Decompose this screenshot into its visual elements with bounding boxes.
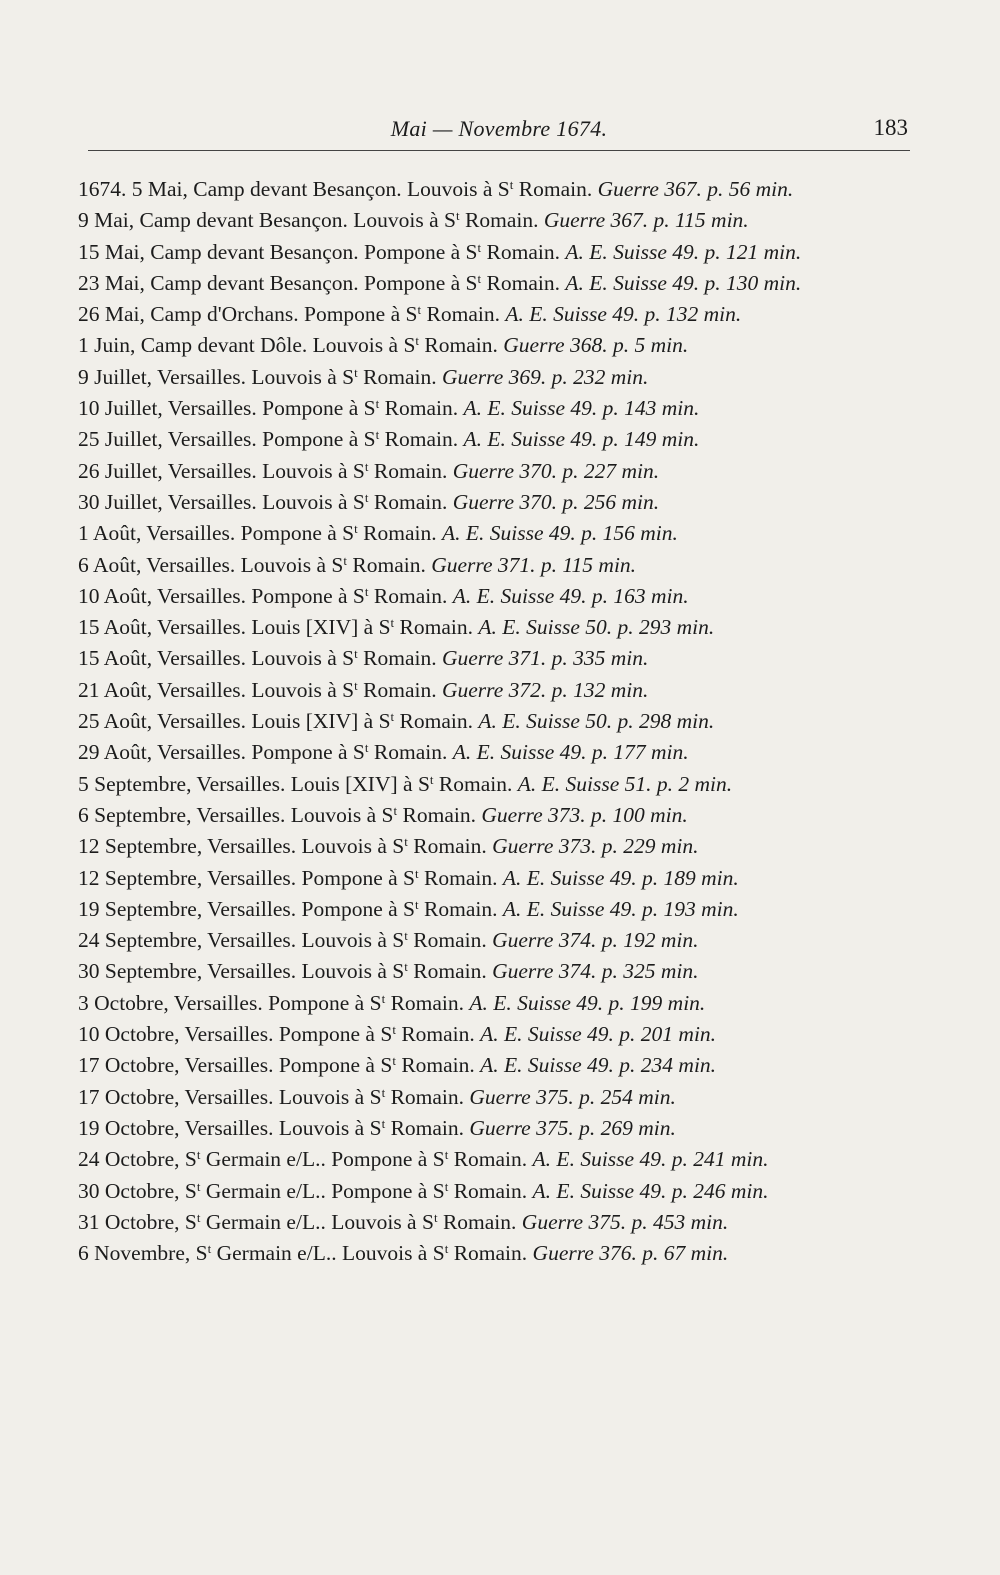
entry-list: [78, 174, 910, 1269]
list-item: [78, 487, 910, 518]
archive-reference: Guerre 369. p. 232 min.: [441, 364, 649, 389]
entry-text: 10 Juillet, Versailles. Pompone à $S^t$ Romain.: [78, 396, 464, 421]
entry-text: 12 Septembre, Versailles. Pompone à $S^t$ Romain.: [78, 865, 503, 890]
archive-reference: Guerre 375. p. 453 min.: [521, 1209, 729, 1234]
list-item: [78, 612, 910, 643]
list-item: [78, 800, 910, 831]
archive-reference: Guerre 373. p. 229 min.: [492, 834, 699, 859]
list-item: [78, 1019, 910, 1050]
entry-text: 21 Août, Versailles. Louvois à $S^t$ Romain.: [78, 677, 442, 702]
entry-text: 26 Mai, Camp d'Orchans. Pompone à $S^t$ Romain.: [78, 302, 506, 327]
archive-reference: A. E. Suisse 49. p. 156 min.: [441, 521, 678, 546]
list-item: [78, 518, 910, 549]
list-item: [78, 956, 910, 987]
archive-reference: Guerre 374. p. 192 min.: [492, 928, 699, 953]
list-item: [78, 237, 910, 268]
archive-reference: Guerre 368. p. 5 min.: [503, 333, 689, 358]
list-item: [78, 1113, 910, 1144]
archive-reference: Guerre 371. p. 335 min.: [441, 646, 649, 671]
archive-reference: A. E. Suisse 49. p. 121 min.: [565, 239, 802, 264]
list-item: [78, 894, 910, 925]
list-item: [78, 393, 910, 424]
page-number: 183: [873, 115, 908, 140]
list-item: [78, 1176, 910, 1207]
archive-reference: Guerre 374. p. 325 min.: [492, 959, 699, 984]
archive-reference: Guerre 376. p. 67 min.: [532, 1241, 729, 1266]
list-item: [78, 268, 910, 299]
entry-text: 9 Mai, Camp devant Besançon. Louvois à $S^t$ Romain.: [78, 208, 544, 233]
archive-reference: Guerre 371. p. 115 min.: [431, 552, 637, 577]
archive-reference: Guerre 375. p. 254 min.: [469, 1084, 676, 1109]
entry-text: 25 Août, Versailles. Louis [XIV] à $S^t$ Romain.: [78, 709, 479, 734]
list-item: [78, 299, 910, 330]
archive-reference: A. E. Suisse 50. p. 298 min.: [478, 709, 715, 734]
entry-text: 30 Septembre, Versailles. Louvois à $S^t$ Romain.: [78, 959, 493, 984]
entry-text: 17 Octobre, Versailles. Louvois à $S^t$ Romain.: [78, 1084, 470, 1109]
entry-text: 26 Juillet, Versailles. Louvois à $S^t$ Romain.: [78, 458, 453, 483]
archive-reference: A. E. Suisse 49. p. 246 min.: [532, 1178, 769, 1203]
archive-reference: A. E. Suisse 49. p. 241 min.: [532, 1147, 769, 1172]
archive-reference: A. E. Suisse 49. p. 163 min.: [452, 583, 689, 608]
entry-text: 10 Août, Versailles. Pompone à $S^t$ Romain.: [78, 583, 453, 608]
archive-reference: Guerre 367. p. 56 min.: [597, 177, 794, 201]
list-item: [78, 1207, 910, 1238]
archive-reference: A. E. Suisse 50. p. 293 min.: [478, 615, 715, 640]
entry-text: 1 Août, Versailles. Pompone à $S^t$ Romain.: [78, 521, 442, 546]
list-item: [78, 205, 910, 236]
archive-reference: A. E. Suisse 51. p. 2 min.: [517, 771, 733, 796]
list-item: [78, 1082, 910, 1113]
archive-reference: A. E. Suisse 49. p. 130 min.: [565, 270, 802, 295]
list-item: [78, 831, 910, 862]
entry-text: 29 Août, Versailles. Pompone à $S^t$ Romain.: [78, 740, 453, 765]
entry-text: 6 Septembre, Versailles. Louvois à $S^t$ Romain.: [78, 802, 482, 827]
entry-text: 15 Août, Versailles. Louvois à $S^t$ Romain.: [78, 646, 442, 671]
archive-reference: Guerre 373. p. 100 min.: [481, 802, 688, 827]
entry-text: 9 Juillet, Versailles. Louvois à $S^t$ Romain.: [78, 364, 442, 389]
entry-text: 6 Août, Versailles. Louvois à $S^t$ Romain.: [78, 552, 432, 577]
entry-text: 23 Mai, Camp devant Besançon. Pompone à $S^t$ Romain.: [78, 270, 566, 295]
list-item: [78, 456, 910, 487]
entry-text: 12 Septembre, Versailles. Louvois à $S^t$ Romain.: [78, 834, 493, 859]
list-item: [78, 737, 910, 768]
list-item: [78, 643, 910, 674]
list-item: [78, 769, 910, 800]
list-item: [78, 424, 910, 455]
archive-reference: A. E. Suisse 49. p. 199 min.: [469, 990, 706, 1015]
entry-text: 25 Juillet, Versailles. Pompone à $S^t$ Romain.: [78, 427, 464, 452]
archive-reference: Guerre 370. p. 256 min.: [452, 489, 660, 514]
list-item: [78, 581, 910, 612]
list-item: [78, 550, 910, 581]
entry-text: 19 Octobre, Versailles. Louvois à $S^t$ Romain.: [78, 1115, 470, 1140]
archive-reference: A. E. Suisse 49. p. 193 min.: [502, 896, 739, 921]
list-item: [78, 362, 910, 393]
archive-reference: Guerre 375. p. 269 min.: [469, 1115, 676, 1140]
entry-text: 1 Juin, Camp devant Dôle. Louvois à $S^t$ Romain.: [78, 333, 504, 358]
archive-reference: A. E. Suisse 49. p. 201 min.: [480, 1022, 717, 1047]
list-item: [78, 675, 910, 706]
entry-text: 31 Octobre, $S^t$ Germain e/L.. Louvois à $S^t$ Romain.: [78, 1209, 522, 1234]
entry-text: 19 Septembre, Versailles. Pompone à $S^t$ Romain.: [78, 896, 503, 921]
list-item: [78, 1144, 910, 1175]
archive-reference: A. E. Suisse 49. p. 234 min.: [480, 1053, 717, 1078]
entry-text: 30 Juillet, Versailles. Louvois à $S^t$ Romain.: [78, 489, 453, 514]
archive-reference: A. E. Suisse 49. p. 143 min.: [463, 396, 700, 421]
entry-text: 3 Octobre, Versailles. Pompone à $S^t$ Romain.: [78, 990, 470, 1015]
entry-text: 6 Novembre, $S^t$ Germain e/L.. Louvois à $S^t$ Romain.: [78, 1241, 533, 1266]
entry-text: 15 Août, Versailles. Louis [XIV] à $S^t$ Romain.: [78, 615, 479, 640]
entry-text: 10 Octobre, Versailles. Pompone à $S^t$ Romain.: [78, 1022, 481, 1047]
archive-reference: A. E. Suisse 49. p. 189 min.: [502, 865, 739, 890]
list-item: [78, 1050, 910, 1081]
page-header: [88, 112, 910, 152]
entry-text: 30 Octobre, $S^t$ Germain e/L.. Pompone à $S^t$ Romain.: [78, 1178, 533, 1203]
archive-reference: A. E. Suisse 49. p. 149 min.: [463, 427, 700, 452]
archive-reference: A. E. Suisse 49. p. 132 min.: [505, 302, 742, 327]
entry-text: 5 Septembre, Versailles. Louis [XIV] à $S^t$ Romain.: [78, 771, 518, 796]
list-item: [78, 988, 910, 1019]
header-rule: [88, 150, 910, 151]
entry-text: 24 Octobre, $S^t$ Germain e/L.. Pompone à $S^t$ Romain.: [78, 1147, 533, 1172]
list-item: [78, 174, 910, 205]
list-item: [78, 706, 910, 737]
archive-reference: A. E. Suisse 49. p. 177 min.: [452, 740, 689, 765]
list-item: [78, 330, 910, 361]
entry-text: 1674. 5 Mai, Camp devant Besançon. Louvois à $S^t$ Romain.: [78, 177, 598, 201]
running-title: Mai — Novembre 1674.: [390, 116, 608, 141]
list-item: [78, 1238, 910, 1269]
archive-reference: Guerre 370. p. 227 min.: [452, 458, 660, 483]
archive-reference: Guerre 367. p. 115 min.: [543, 208, 749, 233]
entry-text: 24 Septembre, Versailles. Louvois à $S^t$ Romain.: [78, 928, 493, 953]
archive-reference: Guerre 372. p. 132 min.: [441, 677, 649, 702]
list-item: [78, 925, 910, 956]
list-item: [78, 863, 910, 894]
entry-text: 15 Mai, Camp devant Besançon. Pompone à $S^t$ Romain.: [78, 239, 566, 264]
entry-text: 17 Octobre, Versailles. Pompone à $S^t$ Romain.: [78, 1053, 481, 1078]
